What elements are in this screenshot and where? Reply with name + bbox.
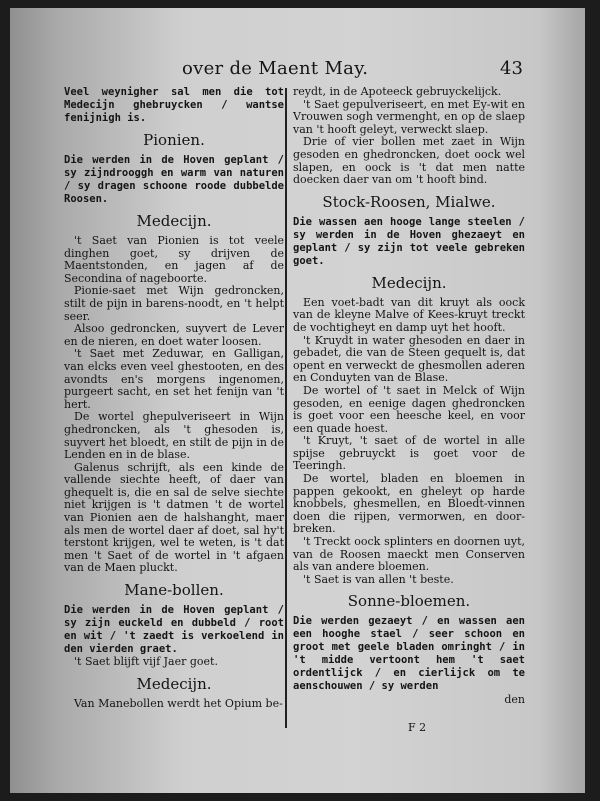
paragraph: 't Saet blijft vijf Jaer goet. bbox=[74, 655, 218, 669]
paragraph: Galenus schrijft, als een kinde de vallende siechte heeft, of daer van ghequelt is, die en sal de selve siechte niet krijgen is 't datmen 't de wortel van Pionien aen de halshanght, maer als men de wortel daer af doet, sal hy't terstont krijgen, wel te weten, is 't dat men 't Saet of de wortel in 't afgaen van de Maen pluckt. bbox=[64, 460, 284, 575]
intro-blackletter: Veel weynigher sal men die tot Medecijn ghebruycken / wantse fenijnigh is. bbox=[64, 86, 284, 124]
paragraph: Van Manebollen werdt het Opium be- bbox=[74, 696, 283, 710]
heading-stock-roosen: Stock-Roosen, Mialwe. bbox=[322, 192, 496, 211]
paragraph: De wortel, bladen en bloemen in pappen gekookt, en gheleyt op harde knobbels, ghesmellen, en Bloedt-vinnen doen die rijpen, vermorwen, en door-breken. bbox=[293, 472, 525, 536]
book-page bbox=[10, 8, 585, 793]
heading-manebollen: Mane-bollen. bbox=[124, 581, 224, 600]
catchword: den bbox=[504, 693, 525, 707]
paragraph: 't Saet is van allen 't beste. bbox=[303, 572, 454, 586]
pionien-blackletter: Die werden in de Hoven geplant / sy zijndrooggh en warm van naturen / sy dragen schoone roode dubbelde Roosen. bbox=[64, 154, 284, 205]
paragraph: De wortel of 't saet in Melck of Wijn gesoden, en eenige dagen ghedroncken is goet voor een heesche keel, en voor een quade hoest. bbox=[293, 383, 525, 435]
left-column bbox=[64, 86, 284, 710]
heading-medecijn-2: Medecijn. bbox=[136, 674, 212, 693]
paragraph: 't Kruyt, 't saet of de wortel in alle spijse gebruyckt is goet voor de Teeringh. bbox=[293, 434, 525, 473]
manebollen-blackletter: Die werden in de Hoven geplant / sy zijn euckeld en dubbeld / root en wit / 't zaedt is verkoelend in den vierden graet. bbox=[64, 604, 284, 656]
paragraph: 't Treckt oock splinters en doornen uyt, van de Roosen maeckt men Conserven als van andere bloemen. bbox=[293, 535, 525, 574]
paragraph: 't Kruydt in water ghesoden en daer in gebadet, die van de Steen gequelt is, dat opent en verweckt de ghesmollen aderen en Conduyten van de Blase. bbox=[293, 333, 525, 385]
column-divider bbox=[285, 88, 287, 728]
heading-medecijn-1: Medecijn. bbox=[136, 212, 212, 230]
paragraph: Pionie-saet met Wijn gedroncken, stilt de pijn in barens-noodt, en 't helpt seer. bbox=[64, 284, 284, 323]
paragraph: 't Saet gepulveriseert, en met Ey-wit en Vrouwen sogh vermenght, en op de slaep van 't hooft geleyt, verweckt slaep. bbox=[293, 97, 525, 136]
paragraph: De wortel ghepulveriseert in Wijn ghedroncken, als 't ghesoden is, suyvert het bloedt, en stilt de pijn in de Lenden en in de blase. bbox=[64, 410, 284, 462]
right-column bbox=[293, 86, 525, 706]
paragraph: Alsoo gedroncken, suyvert de Lever en de nieren, en doet water loosen. bbox=[64, 322, 284, 348]
signature-mark: F 2 bbox=[408, 721, 427, 734]
running-head: over de Maent May. bbox=[182, 58, 369, 79]
page-number: 43 bbox=[500, 58, 523, 79]
paragraph: Een voet-badt van dit kruyt als oock van de kleyne Malve of Kees-kruyt treckt de vochtigheyt en damp uyt het hooft. bbox=[293, 295, 525, 334]
stock-blackletter: Die wassen aen hooge lange steelen / sy werden in de Hoven ghezaeyt en geplant / sy zijn tot veele gebreken goet. bbox=[293, 215, 525, 267]
paragraph: reydt, in de Apoteeck gebruyckelijck. bbox=[293, 85, 502, 98]
sonne-blackletter: Die werden gezaeyt / en wassen aen een hooghe stael / seer schoon en groot met geele bladen omringht / in 't midde vertoont hem 't saet ordentlijck / en cierlijck om te aenschouwen / sy werden bbox=[293, 615, 525, 693]
heading-pionien: Pionien. bbox=[143, 131, 205, 149]
heading-sonne-bloemen: Sonne-bloemen. bbox=[347, 592, 471, 611]
heading-medecijn-3: Medecijn. bbox=[371, 273, 447, 292]
paragraph: 't Saet van Pionien is tot veele dinghen goet, sy drijven de Maentstonden, en jagen af de Secondina of nageboorte. bbox=[64, 234, 284, 285]
paragraph: Drie of vier bollen met zaet in Wijn gesoden en ghedroncken, doet oock wel slapen, en oock is 't dat men natte doecken daer van om 't hooft bind. bbox=[293, 135, 525, 187]
paragraph: 't Saet met Zeduwar, en Galligan, van elcks even veel ghestooten, en des avondts en's morgens ingenomen, purgeert sacht, en set het fenijn van 't hert. bbox=[64, 347, 284, 411]
